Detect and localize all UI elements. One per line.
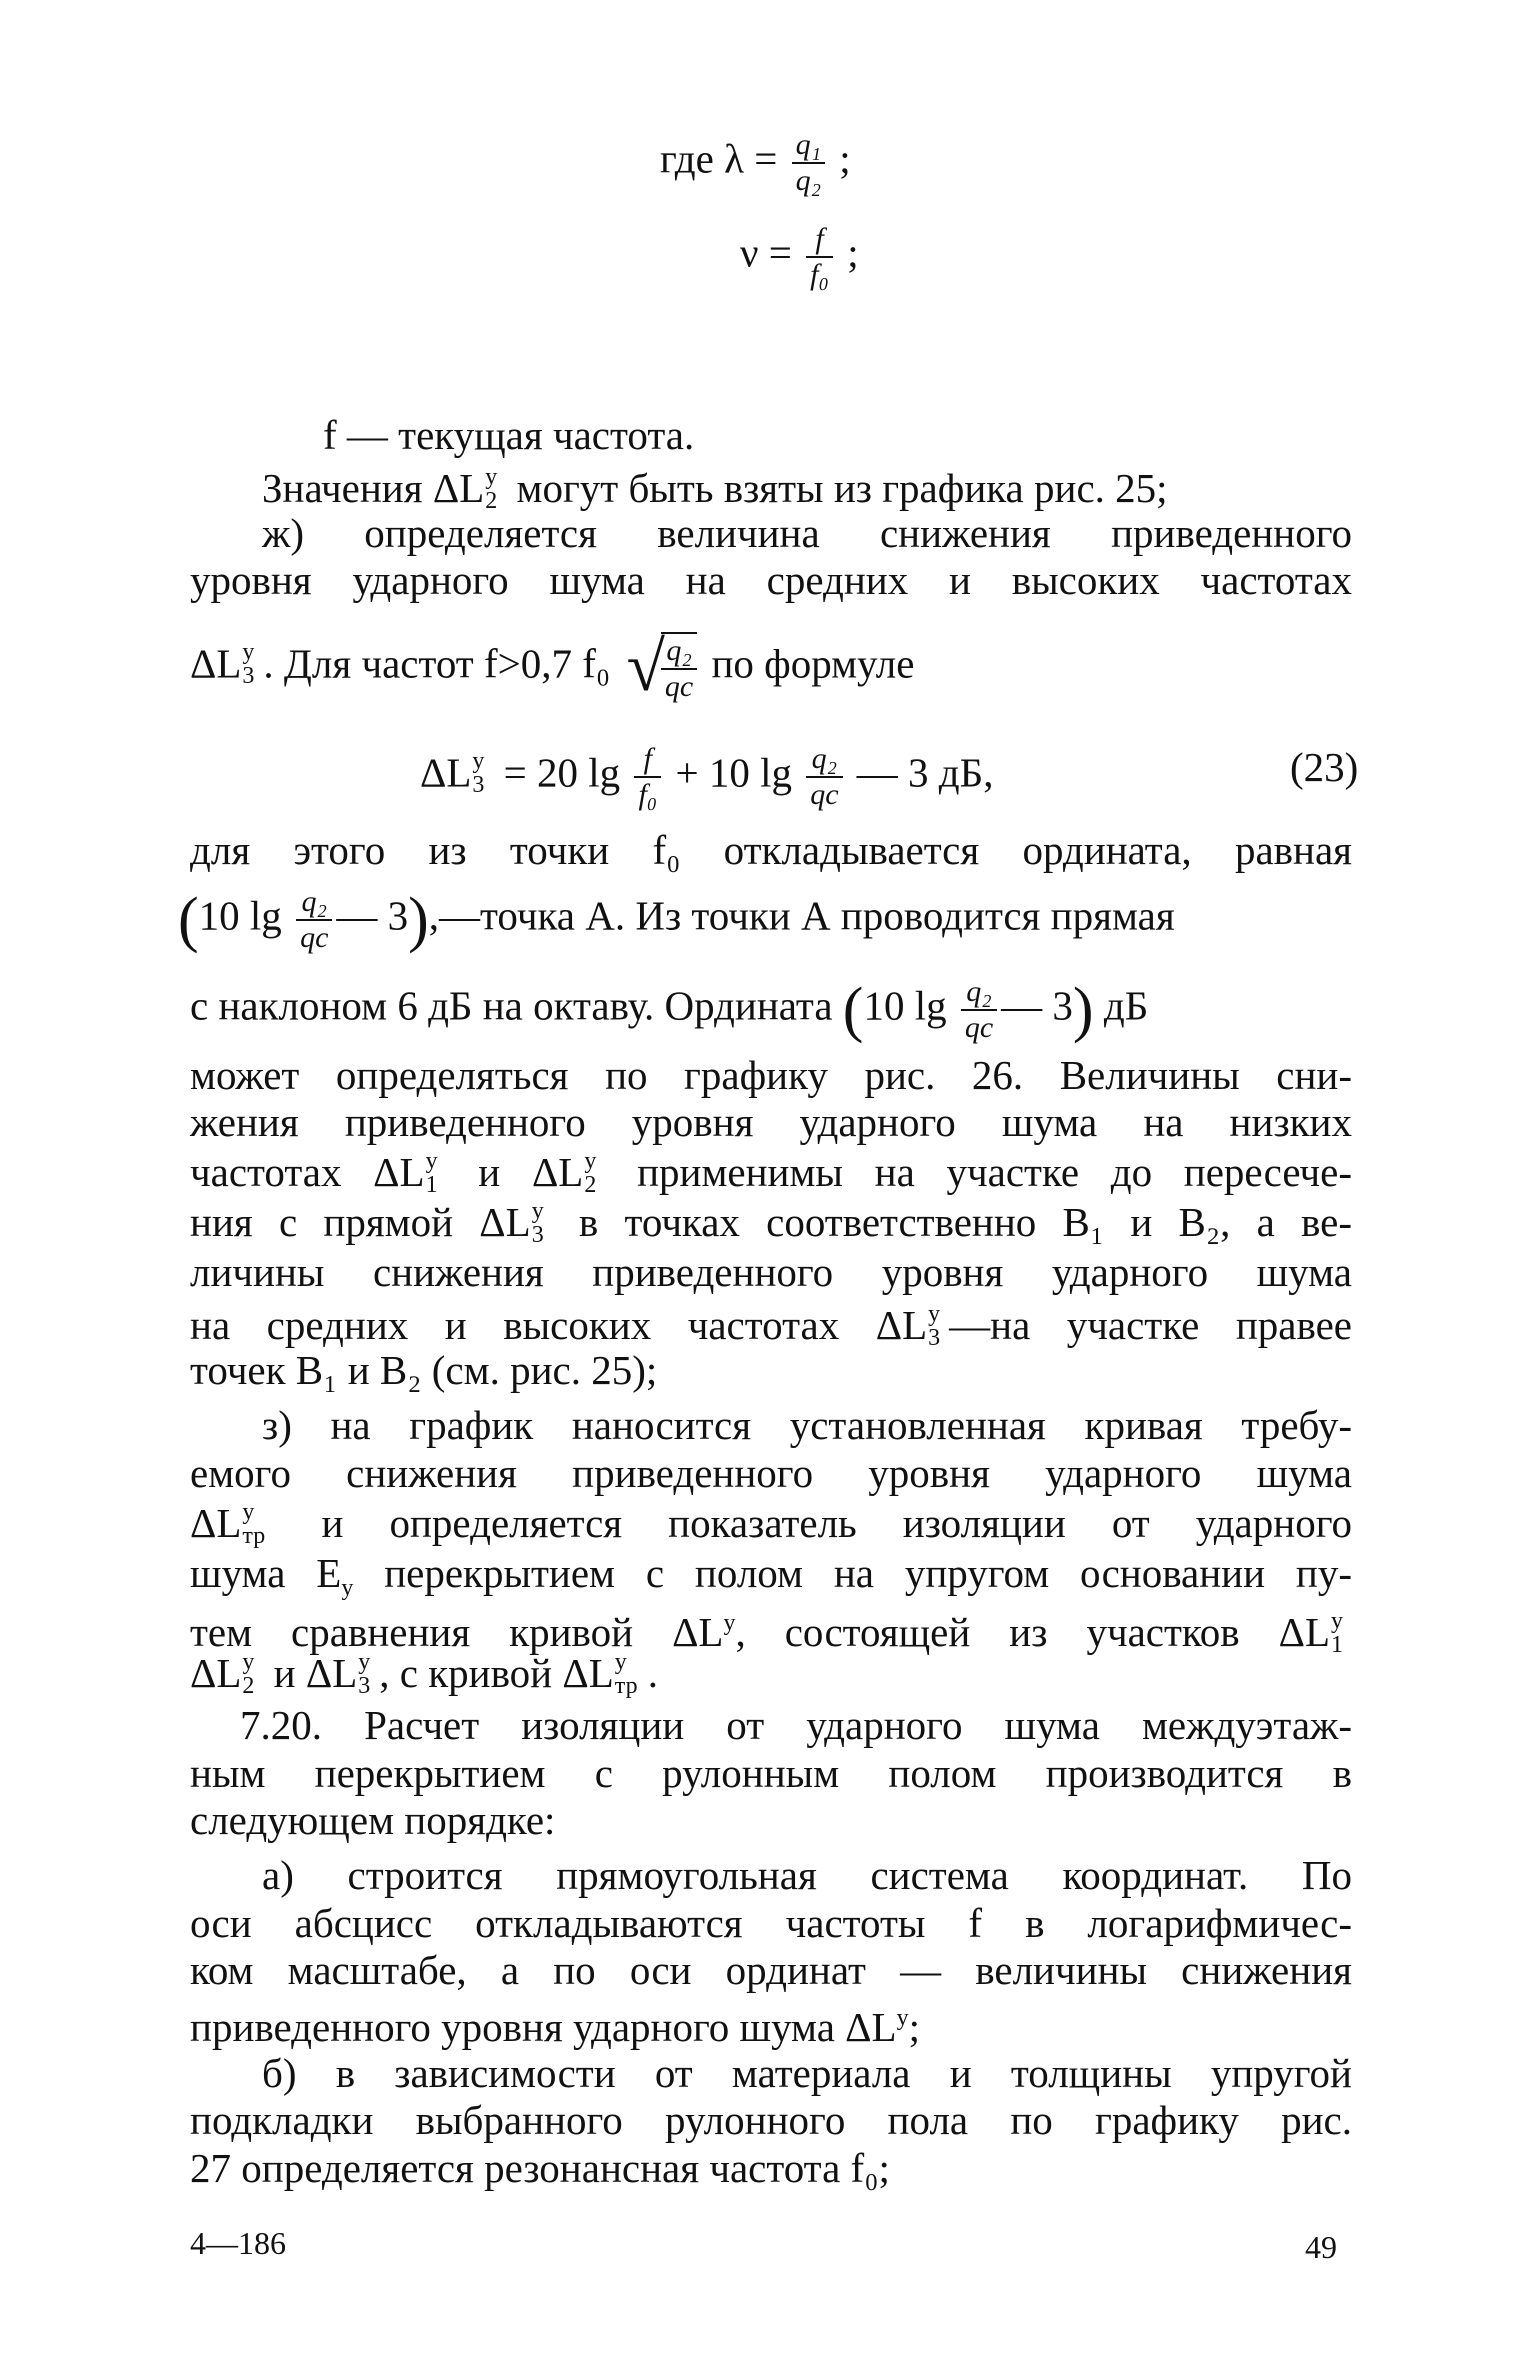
semicolon: ;: [839, 135, 851, 182]
text-line: оси абсцисс откладываются частоты f в логарифмичес-: [190, 1900, 1352, 1946]
text-line: ж) определяется величина снижения приведенного: [262, 510, 1352, 556]
text-line: подкладки выбранного рулонного пола по графику рис.: [190, 2097, 1352, 2143]
sub: тр: [614, 1673, 638, 1699]
sub: 1: [425, 1172, 438, 1198]
fraction: [661, 632, 697, 704]
sup: у: [242, 1499, 255, 1525]
text-line: ным перекрытием с рулонным полом производится в: [190, 1750, 1352, 1796]
paren: ): [408, 886, 429, 954]
text-span: — 3: [336, 892, 409, 939]
sqrt-sign: √: [626, 629, 665, 706]
text-span: = 20 lg: [503, 749, 621, 796]
text-span: , с кривой ΔL: [379, 1650, 614, 1696]
text-span: с наклоном 6 дБ на октаву. Ордината: [190, 982, 833, 1029]
text-span: и определяется показатель изоляции от ударного: [321, 1500, 1352, 1546]
text-line: для этого из точки f₀ откладывается ордината, равная: [190, 827, 1352, 873]
text-line: з) на график наносится установленная кривая требу-: [262, 1402, 1352, 1448]
sub: тр: [242, 1523, 266, 1549]
fraction: [296, 885, 332, 955]
text-line: ΔL у 2 и ΔL у 3 , с кривой ΔL у тр .: [190, 1649, 659, 1699]
sub: 2: [584, 1172, 597, 1198]
sup: у: [614, 1649, 627, 1675]
page-number: 49: [1305, 2229, 1337, 2265]
fraction: [792, 128, 825, 198]
text-line: f — текущая частота.: [323, 412, 695, 458]
text-span: , состоящей из участков ΔL: [735, 1609, 1330, 1655]
text-span: дБ: [1103, 982, 1149, 1029]
text-span: шума E: [190, 1550, 342, 1596]
text-span: на средних и высоких частотах ΔL: [190, 1302, 928, 1348]
sub: 1: [1330, 1632, 1343, 1658]
fraction: [806, 222, 833, 292]
formula-nu: [740, 222, 859, 292]
text-span: Значения ΔL: [262, 465, 485, 511]
numerator: q₁: [792, 128, 825, 164]
denominator: f₀: [810, 258, 829, 291]
text-line: [262, 463, 1168, 513]
text-span: ΔL: [190, 640, 242, 687]
denominator: qc: [964, 1011, 994, 1044]
sup: у: [425, 1148, 438, 1174]
text-line: [178, 885, 1175, 955]
text-line: [190, 1300, 1352, 1350]
sub-sup: [241, 639, 263, 690]
text-span: в точках соответственно B₁ и B₂, а ве-: [578, 1199, 1352, 1245]
formula-number: (23): [1290, 744, 1359, 790]
formula-text: ν =: [740, 229, 792, 276]
text-span: по формуле: [711, 640, 915, 687]
text-line: б) в зависимости от материала и толщины упругой: [262, 2050, 1352, 2096]
numerator: f: [634, 742, 661, 778]
fraction: [634, 742, 661, 812]
sub-sup: [425, 1148, 447, 1198]
sub-sup: [484, 464, 506, 514]
text-span: ΔL: [190, 1500, 242, 1546]
sub: 3: [242, 663, 255, 690]
sub: 2: [242, 1673, 255, 1699]
text-line: личины снижения приведенного уровня ударного шума: [190, 1249, 1352, 1295]
sub: у: [341, 1575, 354, 1601]
text-span: применимы на участке до пересече-: [637, 1149, 1353, 1195]
text-span: — 3 дБ,: [856, 749, 994, 796]
sup: у: [928, 1301, 941, 1327]
formula-lambda: [660, 128, 851, 198]
text-line: точек B₁ и B₂ (см. рис. 25);: [190, 1347, 658, 1393]
sub: 3: [358, 1673, 371, 1699]
signature-mark: 4—186: [190, 2225, 286, 2261]
text-line: 27 определяется резонансная частота f₀;: [190, 2145, 890, 2191]
paren: ): [1072, 976, 1094, 1044]
text-line: емого снижения приведенного уровня ударного шума: [190, 1450, 1352, 1496]
text-span: приведенного уровня ударного шума ΔL: [190, 2004, 897, 2050]
text-line: ком масштабе, а по оси ординат — величины снижения: [190, 1947, 1352, 1993]
fraction: [961, 975, 997, 1045]
text-line: может определяться по графику рис. 26. Величины сни-: [190, 1052, 1352, 1098]
formula-23: [420, 742, 993, 812]
denominator: f₀: [638, 778, 658, 811]
sub-sup: [583, 1148, 605, 1198]
sup: у: [242, 1649, 255, 1675]
text-span: могут быть взяты из графика рис. 25;: [516, 465, 1168, 511]
sub: 3: [531, 1222, 544, 1248]
text-line: следующем порядке:: [190, 1797, 556, 1843]
sub-sup: [241, 1649, 263, 1699]
text-line: а) строится прямоугольная система координат. По: [262, 1852, 1352, 1898]
text-span: ния с прямой ΔL: [190, 1199, 531, 1245]
sub: 3: [472, 772, 485, 799]
sub-sup: [471, 748, 493, 799]
sub-sup: [927, 1301, 949, 1351]
numerator: q₂: [296, 885, 332, 921]
numerator: f: [806, 222, 833, 258]
sub: 3: [928, 1325, 941, 1351]
numerator: q₂: [961, 975, 997, 1011]
text-span: перекрытием с полом на упругом основании пу-: [384, 1550, 1353, 1596]
text-line: приведенного уровня ударного шума $\Delta L^у$;: [190, 2004, 920, 2050]
paren: (: [842, 976, 864, 1044]
text-span: ΔL: [190, 1650, 242, 1696]
text-line: жения приведенного уровня ударного шума на низких: [190, 1099, 1352, 1145]
text-span: . Для частот f>0,7 f₀: [263, 640, 611, 687]
sup: у: [584, 1148, 597, 1174]
paren: (: [178, 886, 199, 954]
text-span: 10 lg: [863, 982, 947, 1029]
denominator: qc: [810, 778, 839, 811]
text-line: [190, 975, 1148, 1045]
text-span: и ΔL: [478, 1149, 584, 1195]
sup: у: [896, 2005, 909, 2031]
text-span: —на участке правее: [949, 1302, 1352, 1348]
sub: 2: [485, 488, 498, 514]
sub-sup: [614, 1649, 648, 1699]
text-span: — 3: [1001, 982, 1073, 1029]
numerator: q₂: [661, 634, 697, 670]
text-line: [190, 1147, 1352, 1197]
text-span: + 10 lg: [675, 749, 792, 796]
sup: у: [242, 639, 255, 666]
text-line: 7.20. Расчет изоляции от ударного шума междуэтаж-: [240, 1702, 1352, 1748]
sup: у: [358, 1649, 371, 1675]
text-line: [190, 1498, 1352, 1548]
numerator: q₂: [806, 742, 842, 778]
sup: у: [1330, 1608, 1343, 1634]
sub-sup: [1330, 1608, 1352, 1658]
text-span: частотах ΔL: [190, 1149, 425, 1195]
text-span: ,—точка А. Из точки А проводится прямая: [428, 892, 1175, 939]
formula-text: где λ =: [660, 135, 778, 182]
text-span: тем сравнения кривой ΔL: [190, 1609, 724, 1655]
text-line: [190, 629, 915, 706]
sub-sup: [531, 1198, 553, 1248]
sub-sup: [241, 1499, 275, 1549]
sup: у: [723, 1610, 736, 1636]
denominator: qc: [664, 670, 694, 703]
denominator: qc: [300, 921, 329, 954]
semicolon: ;: [847, 229, 859, 276]
text-line: уровня ударного шума на средних и высоких частотах: [190, 557, 1352, 603]
sup: у: [485, 464, 498, 490]
fraction: [806, 742, 842, 812]
denominator: q₂: [795, 164, 822, 197]
text-span: ΔL: [420, 749, 472, 796]
text-line: [190, 1197, 1352, 1247]
sup: у: [472, 748, 485, 775]
text-span: и ΔL: [273, 1650, 358, 1696]
sqrt: [626, 629, 701, 706]
sup: у: [531, 1198, 544, 1224]
text-span: 10 lg: [198, 892, 282, 939]
sub-sup: [357, 1649, 379, 1699]
